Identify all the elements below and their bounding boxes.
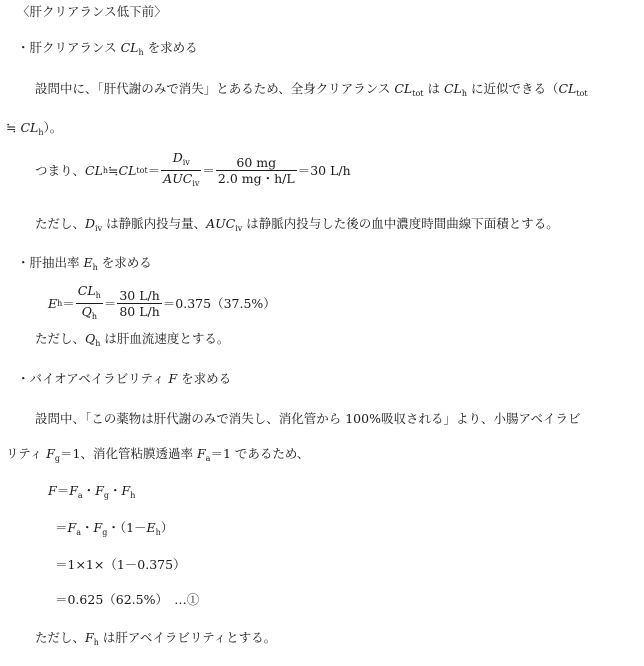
text: に近似できる（ <box>466 81 559 96</box>
subscript: iv <box>95 224 103 233</box>
denominator: 80 L/h <box>119 303 160 319</box>
subscript: h <box>138 48 144 57</box>
symbol: D <box>172 149 183 165</box>
subscript: iv <box>192 178 200 188</box>
subscript: iv <box>182 157 190 167</box>
equation-clearance <box>35 149 351 188</box>
subscript: g <box>54 454 61 463</box>
symbol: CL <box>20 120 39 135</box>
subscript: iv <box>235 224 243 233</box>
symbol: CL <box>394 81 413 96</box>
symbol: AUC <box>163 170 193 186</box>
heading-text: ・肝抽出率 <box>17 255 84 270</box>
text: は <box>423 81 444 96</box>
symbol: F <box>46 446 55 461</box>
text: ただし、 <box>35 331 86 346</box>
symbol: Q <box>85 331 96 346</box>
subscript: h <box>95 290 101 300</box>
symbol: F <box>168 371 178 386</box>
symbol: D <box>85 216 96 231</box>
text: つまり、 <box>35 163 86 178</box>
symbol: F <box>121 483 131 498</box>
symbol: E <box>146 520 156 535</box>
text: ・ <box>80 520 94 535</box>
heading-hepatic-clearance <box>17 40 198 61</box>
note-line <box>35 216 559 237</box>
text: ただし、 <box>35 216 86 231</box>
denominator <box>76 304 103 324</box>
equation-line-3: ＝1×1×（1－0.375） <box>55 557 186 572</box>
text: ） <box>160 520 174 535</box>
heading-bioavailability <box>17 371 231 387</box>
text: ・（1－ <box>107 520 147 535</box>
equation-line-4: ＝0.625（62.5%） …① <box>55 592 200 607</box>
heading-text: を求める <box>97 255 152 270</box>
symbol: CL <box>120 40 139 55</box>
text: は肝血流速度とする。 <box>100 331 230 346</box>
text: 設問中に、「肝代謝のみで消失」とあるため、全身クリアランス <box>35 81 395 96</box>
symbol: F <box>48 483 57 498</box>
equation-line-2 <box>55 520 173 541</box>
subscript: g <box>103 491 109 500</box>
subscript: tot <box>412 89 424 98</box>
fraction-numeric <box>117 288 161 319</box>
numerator <box>76 283 103 304</box>
equals-sign: ＝ <box>103 296 117 311</box>
subscript: h <box>95 339 101 348</box>
heading-text: ・肝クリアランス <box>17 40 121 55</box>
equals-sign: ＝ <box>202 163 215 178</box>
symbol: CL <box>558 81 577 96</box>
text: ＝ <box>56 483 70 498</box>
numerator: 60 mg <box>216 155 297 171</box>
symbol: F <box>67 520 77 535</box>
heading-extraction-ratio <box>17 255 152 276</box>
symbol: F <box>69 483 78 498</box>
subscript: tot <box>136 165 148 175</box>
paragraph-line <box>6 120 62 141</box>
text: は静脈内投与量、 <box>102 216 207 231</box>
paragraph-line <box>6 446 309 467</box>
subscript: h <box>91 311 98 321</box>
heading-text: を求める <box>143 40 198 55</box>
denominator <box>161 171 201 191</box>
text: ・ <box>109 483 122 498</box>
denominator: 2.0 mg・h/L <box>217 170 295 186</box>
symbol: F <box>93 520 103 535</box>
symbol: F <box>85 630 94 645</box>
paragraph-line <box>35 81 588 102</box>
result: ＝0.375（37.5%） <box>162 296 276 311</box>
symbol: Q <box>81 303 92 319</box>
symbol: AUC <box>206 216 236 231</box>
equation-extraction <box>48 282 276 321</box>
text: ただし、 <box>35 630 86 645</box>
text: ≒ <box>6 120 21 135</box>
subscript: h <box>102 165 109 175</box>
section-title: 〈肝クリアランス低下前〉 <box>17 4 167 19</box>
subscript: h <box>57 298 63 308</box>
equals-sign: ＝ <box>62 296 75 311</box>
paragraph-line: 設問中、「この薬物は肝代謝のみで消失し、消化管から 100%吸収される」より、小腸アベイラビ <box>35 411 581 426</box>
text: ＝1 であるため、 <box>210 446 310 461</box>
subscript: a <box>205 454 211 463</box>
subscript: a <box>77 491 83 500</box>
text: は静脈内投与した後の血中濃度時間曲線下面積とする。 <box>242 216 559 231</box>
subscript: g <box>102 528 108 537</box>
subscript: h <box>155 528 161 537</box>
numerator <box>161 150 201 171</box>
fraction-numeric <box>216 155 297 186</box>
text: ・ <box>82 483 96 498</box>
subscript: h <box>461 89 467 98</box>
equals-sign: ＝ <box>147 163 161 178</box>
equation-line-1 <box>48 483 135 504</box>
symbol: F <box>196 446 206 461</box>
text: リティ <box>6 446 47 461</box>
note-line <box>35 630 276 651</box>
text: は肝アベイラビリティとする。 <box>98 630 277 645</box>
note-line <box>35 331 229 352</box>
text: ＝ <box>55 520 68 535</box>
subscript: tot <box>576 89 588 98</box>
subscript: h <box>38 128 44 137</box>
text: ＝1、消化管粘膜透過率 <box>60 446 197 461</box>
symbol: E <box>83 255 93 270</box>
symbol: E <box>48 295 58 311</box>
fraction-symbolic <box>76 283 103 324</box>
subscript: h <box>93 638 99 647</box>
result: ＝30 L/h <box>297 163 351 178</box>
numerator: 30 L/h <box>119 287 160 303</box>
heading-text: ・バイオアベイラビリティ <box>17 371 169 386</box>
fraction-symbolic <box>161 150 201 191</box>
subscript: a <box>76 528 81 537</box>
symbol: CL <box>118 162 137 178</box>
approx-sign: ≒ <box>108 162 119 178</box>
symbol: CL <box>85 162 103 178</box>
heading-text: を求める <box>177 371 232 386</box>
symbol: F <box>95 483 104 498</box>
symbol: CL <box>443 81 462 96</box>
subscript: h <box>130 491 136 500</box>
symbol: CL <box>77 282 96 298</box>
subscript: h <box>92 263 98 272</box>
text: ）。 <box>43 120 63 135</box>
